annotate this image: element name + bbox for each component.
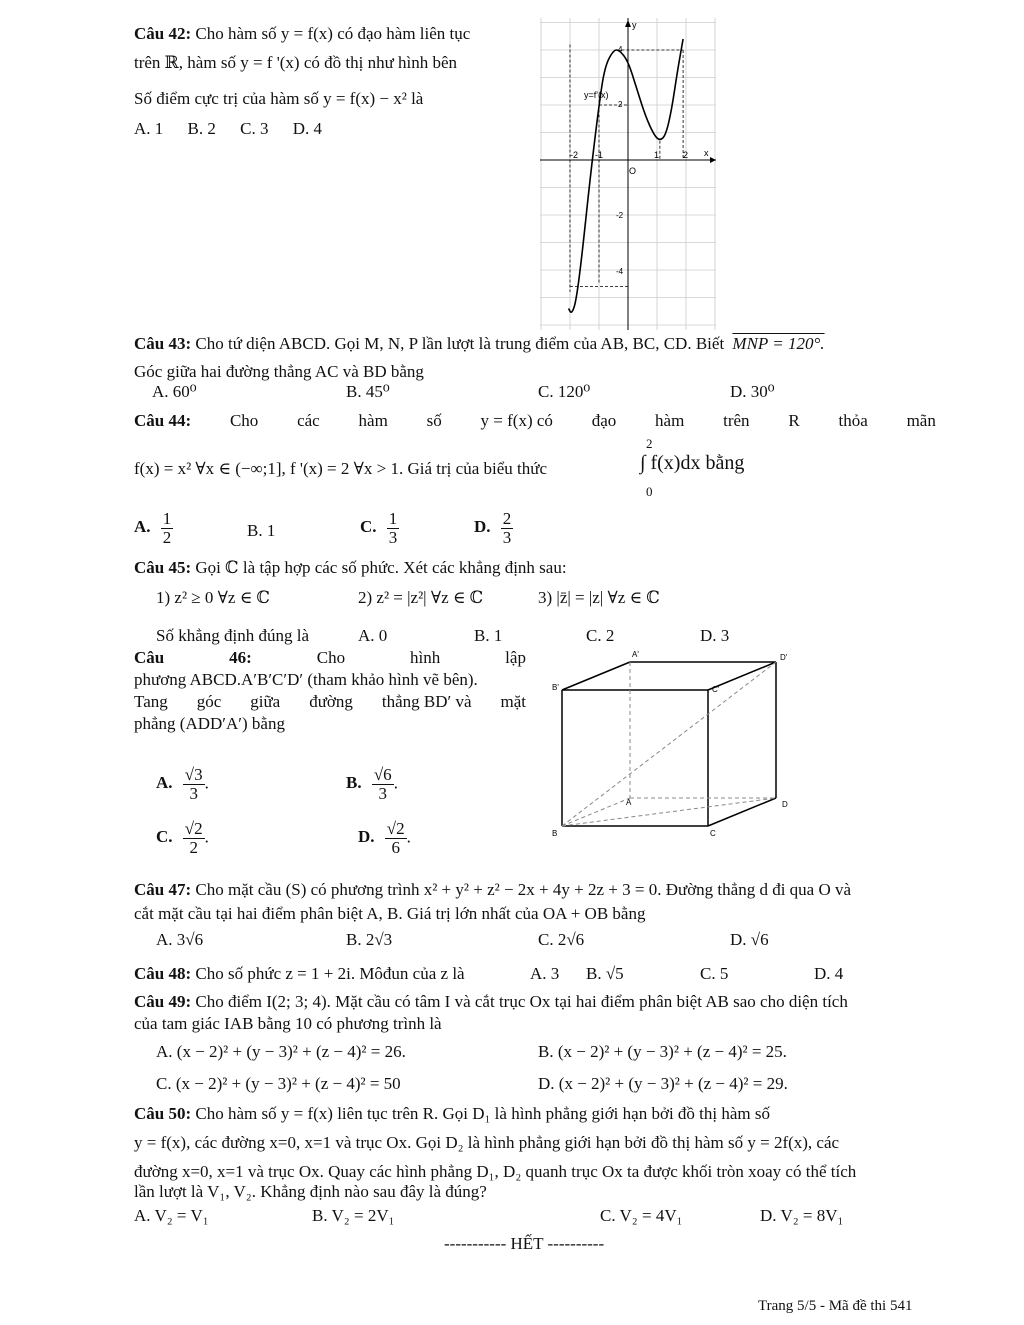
x-tick-1: 1 [654, 150, 660, 160]
x-tick--2: -2 [570, 150, 579, 160]
vertex-label-a1: A' [632, 650, 639, 659]
q42-line2: trên ℝ, hàm số y = f '(x) có đồ thị như hình bên [134, 53, 458, 72]
y-axis-arrow [625, 20, 631, 27]
axis-y-label: y [632, 20, 637, 30]
y-tick--4: -4 [616, 267, 624, 276]
q44-option-a[interactable]: A. $\frac{1}{2}$ [134, 509, 172, 547]
q47-line2: cắt mặt cầu tại hai điểm phân biệt A, B. Giá trị lớn nhất của OA + OB bằng [134, 904, 646, 923]
q46-line4: phẳng (ADD′A′) bằng [134, 714, 285, 733]
q44-option-b[interactable]: B. 1 [247, 521, 276, 540]
end-marker: ----------- HẾT ---------- [444, 1234, 605, 1253]
vertex-label-b1: B' [552, 683, 559, 692]
q46-line3: Tang góc giữa đường thẳng BD′ và mặt [134, 692, 526, 711]
q42-option-d[interactable]: D. 4 [292, 119, 322, 138]
q43-line1: Câu 43: Cho tứ diện ABCD. Gọi M, N, P lần lượt là trung điểm của AB, BC, CD. Biết MNP = 120°. [134, 334, 825, 353]
q50-line2: y = f(x), các đường x=0, x=1 và trục Ox. Gọi D₂ là hình phẳng giới hạn bởi đồ thị hàm số y = 2f(x), các [134, 1133, 840, 1152]
q42-line3: Số điểm cực trị của hàm số y = f(x) − x² là [134, 89, 424, 108]
q50-option-b[interactable]: B. V₂ = 2V₁ [312, 1206, 395, 1225]
q45-option-a[interactable]: A. 0 [358, 626, 388, 645]
q43-line2: Góc giữa hai đường thẳng AC và BD bằng [134, 362, 424, 381]
q50-line1: Câu 50: Cho hàm số y = f(x) liên tục trên R. Gọi D₁ là hình phẳng giới hạn bởi đồ thị hàm số [134, 1104, 770, 1123]
axis-x-label: x [704, 148, 709, 158]
q45-statement-3: 3) |z̄| = |z| ∀z ∈ ℂ [538, 588, 660, 607]
q43-option-c[interactable]: C. 120⁰ [538, 382, 591, 401]
q48-option-d[interactable]: D. 4 [814, 964, 844, 983]
q50-option-d[interactable]: D. V₂ = 8V₁ [760, 1206, 844, 1225]
diagonal-bd1 [562, 662, 776, 826]
page-footer: Trang 5/5 - Mã đề thi 541 [758, 1298, 913, 1314]
q49-option-d[interactable]: D. (x − 2)² + (y − 3)² + (z − 4)² = 29. [538, 1074, 788, 1093]
q43-option-b[interactable]: B. 45⁰ [346, 382, 390, 401]
vertex-label-c: C [710, 829, 716, 838]
q44-int-upper: 2 [646, 436, 653, 451]
q45-option-b[interactable]: B. 1 [474, 626, 503, 645]
q45-line3: Số khẳng định đúng là [156, 626, 309, 645]
q49-line1: Câu 49: Cho điểm I(2; 3; 4). Mặt cầu có tâm I và cắt trục Ox tại hai điểm phân biệt AB sao cho diện tích [134, 992, 848, 1011]
graph-guides [570, 45, 683, 293]
q46-option-c[interactable]: C. $\frac{√2}{2}$ . [156, 819, 209, 857]
q43-option-a[interactable]: A. 60⁰ [152, 382, 197, 401]
q47-option-b[interactable]: B. 2√3 [346, 930, 393, 949]
x-tick-2: 2 [683, 150, 689, 160]
q44-integral: ∫ f(x)dx bằng [640, 452, 745, 474]
q47-option-c[interactable]: C. 2√6 [538, 930, 585, 949]
q43-option-d[interactable]: D. 30⁰ [730, 382, 775, 401]
q45-statement-2: 2) z² = |z²| ∀z ∈ ℂ [358, 588, 484, 607]
y-tick-4: 4 [618, 45, 623, 54]
q42-option-b[interactable]: B. 2 [187, 119, 216, 138]
y-tick--2: -2 [616, 211, 624, 220]
q46-cube-figure [548, 648, 798, 843]
vertex-label-d: D [782, 800, 788, 809]
q49-line2: của tam giác IAB bằng 10 có phương trình là [134, 1014, 442, 1033]
vertex-label-c1: C' [712, 685, 720, 694]
q49-option-c[interactable]: C. (x − 2)² + (y − 3)² + (z − 4)² = 50 [156, 1074, 401, 1093]
q48-option-a[interactable]: A. 3 [530, 964, 560, 983]
q46-option-a[interactable]: A. $\frac{√3}{3}$ . [156, 765, 209, 803]
q45-option-d[interactable]: D. 3 [700, 626, 730, 645]
q46-line2: phương ABCD.A′B′C′D′ (tham khảo hình vẽ bên). [134, 670, 478, 689]
vertex-label-d1: D' [780, 653, 788, 662]
q48-line1: Câu 48: Cho số phức z = 1 + 2i. Môđun của z là [134, 964, 465, 983]
q48-option-b[interactable]: B. √5 [586, 964, 624, 983]
q47-line1: Câu 47: Cho mặt cầu (S) có phương trình x² + y² + z² − 2x + 4y + 2z + 3 = 0. Đường thẳng d đi qua O và [134, 880, 852, 899]
q42-line1: Câu 42: Cho hàm số y = f(x) có đạo hàm liên tục [134, 24, 471, 43]
cube-hidden-edge [562, 798, 630, 826]
curve-label: y=f'(x) [584, 90, 609, 100]
q44-line2: f(x) = x² ∀x ∈ (−∞;1], f '(x) = 2 ∀x > 1. Giá trị của biểu thức [134, 459, 547, 478]
derivative-curve [569, 39, 684, 312]
q45-statement-1: 1) z² ≥ 0 ∀z ∈ ℂ [156, 588, 271, 607]
q44-option-d[interactable]: D. $\frac{2}{3}$ [474, 509, 512, 547]
cube-edge [708, 798, 776, 826]
vertex-label-a: A [626, 798, 632, 807]
q50-option-c[interactable]: C. V₂ = 4V₁ [600, 1206, 683, 1225]
q43-angle: MNP = 120°. [732, 334, 825, 353]
cube-edge [562, 662, 630, 690]
origin-label: O [629, 166, 637, 176]
y-tick-2: 2 [618, 100, 623, 109]
q45-option-c[interactable]: C. 2 [586, 626, 615, 645]
q42-derivative-graph [540, 18, 720, 330]
vertex-label-b: B [552, 829, 558, 838]
q49-option-b[interactable]: B. (x − 2)² + (y − 3)² + (z − 4)² = 25. [538, 1042, 787, 1061]
x-tick--1: -1 [595, 150, 604, 160]
q50-line3: đường x=0, x=1 và trục Ox. Quay các hình phẳng D₁, D₂ quanh trục Ox ta được khối tròn xoay có thể tích [134, 1162, 857, 1181]
q46-line1: Câu 46: Cho hình lập [134, 648, 526, 667]
q47-option-a[interactable]: A. 3√6 [156, 930, 204, 949]
q42-options [134, 119, 322, 139]
q44-int-lower: 0 [646, 484, 653, 499]
q50-line4: lần lượt là V₁, V₂. Khẳng định nào sau đây là đúng? [134, 1182, 487, 1201]
q50-option-a[interactable]: A. V₂ = V₁ [134, 1206, 209, 1225]
q42-option-c[interactable]: C. 3 [240, 119, 269, 138]
q48-option-c[interactable]: C. 5 [700, 964, 729, 983]
q44-line1: Câu 44: Cho các hàm số y = f(x) có đạo hàm trên R thỏa mãn [134, 411, 936, 430]
q42-option-a[interactable]: A. 1 [134, 119, 164, 138]
q44-option-c[interactable]: C. $\frac{1}{3}$ [360, 509, 398, 547]
q46-option-b[interactable]: B. $\frac{√6}{3}$ . [346, 765, 398, 803]
q45-line1: Câu 45: Gọi ℂ là tập hợp các số phức. Xét các khẳng định sau: [134, 558, 567, 577]
q46-option-d[interactable]: D. $\frac{√2}{6}$ . [358, 819, 411, 857]
q47-option-d[interactable]: D. √6 [730, 930, 769, 949]
q49-option-a[interactable]: A. (x − 2)² + (y − 3)² + (z − 4)² = 26. [156, 1042, 406, 1061]
